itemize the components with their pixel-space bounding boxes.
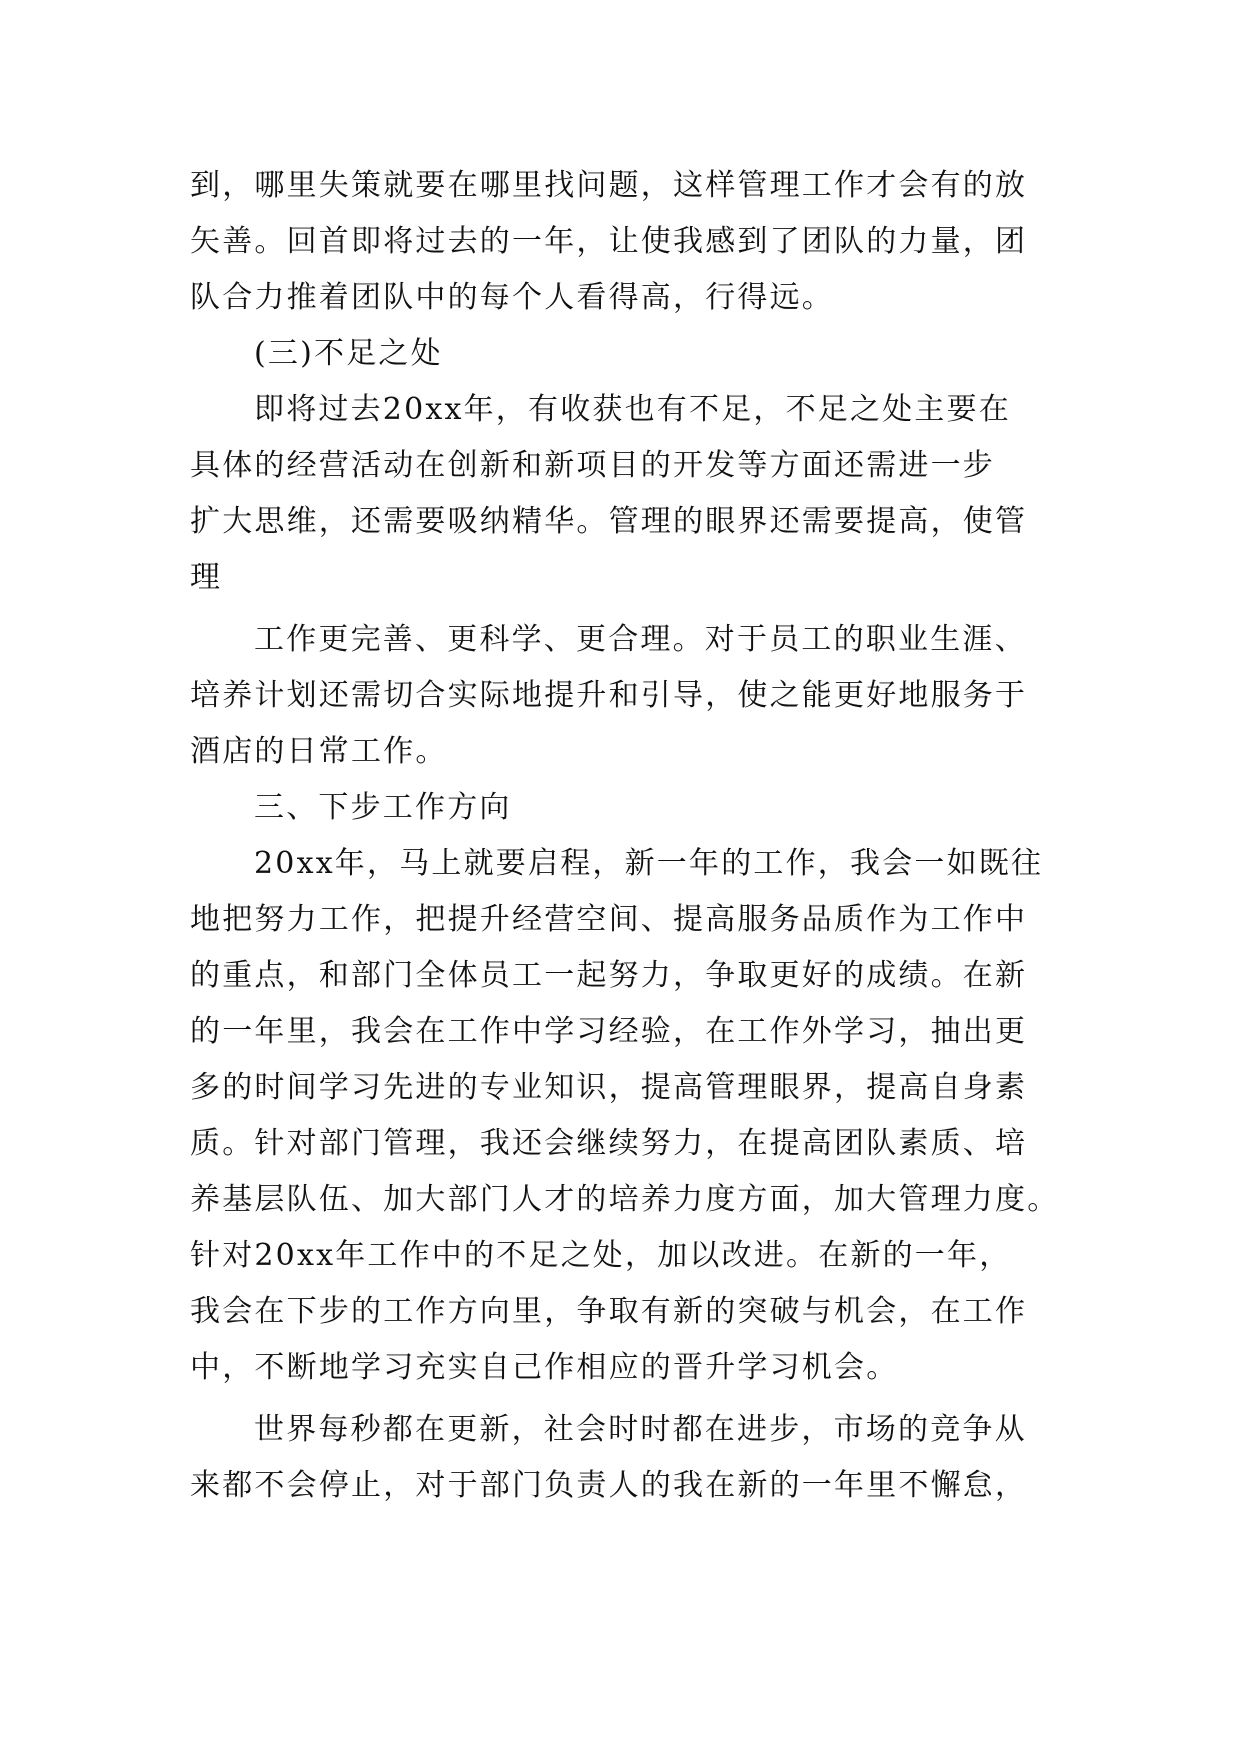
paragraph-line: 地把努力工作，把提升经营空间、提高服务品质作为工作中 — [190, 902, 1028, 937]
paragraph-line: 培养计划还需切合实际地提升和引导，使之能更好地服务于 — [190, 678, 1028, 713]
paragraph-line: 的一年里，我会在工作中学习经验，在工作外学习，抽出更 — [190, 1014, 1028, 1049]
paragraph-line: 队合力推着团队中的每个人看得高，行得远。 — [190, 280, 834, 315]
paragraph-line: 来都不会停止，对于部门负责人的我在新的一年里不懈怠， — [190, 1468, 1028, 1503]
paragraph-line: 扩大思维，还需要吸纳精华。管理的眼界还需要提高，使管 — [190, 504, 1028, 539]
paragraph-line: 质。针对部门管理，我还会继续努力，在提高团队素质、培 — [190, 1126, 1028, 1161]
paragraph-line: 酒店的日常工作。 — [190, 734, 448, 769]
paragraph-line: 的重点，和部门全体员工一起努力，争取更好的成绩。在新 — [190, 958, 1028, 993]
paragraph-line: 矢善。回首即将过去的一年，让使我感到了团队的力量，团 — [190, 224, 1028, 259]
paragraph-line: 工作更完善、更科学、更合理。对于员工的职业生涯、 — [254, 622, 1027, 657]
paragraph-line: 多的时间学习先进的专业知识，提高管理眼界，提高自身素 — [190, 1070, 1028, 1105]
paragraph-line: 即将过去20xx年，有收获也有不足，不足之处主要在 — [254, 392, 1012, 427]
paragraph-line: 我会在下步的工作方向里，争取有新的突破与机会，在工作 — [190, 1294, 1028, 1329]
paragraph-line: 20xx年，马上就要启程，新一年的工作，我会一如既往 — [254, 846, 1044, 881]
section-heading: 三、下步工作方向 — [254, 790, 512, 825]
paragraph-line: 理 — [190, 560, 223, 595]
paragraph-line: 养基层队伍、加大部门人才的培养力度方面，加大管理力度。 — [190, 1182, 1060, 1217]
section-heading: (三)不足之处 — [254, 336, 443, 371]
paragraph-line: 世界每秒都在更新，社会时时都在进步，市场的竞争从 — [254, 1412, 1027, 1447]
paragraph-line: 到，哪里失策就要在哪里找问题，这样管理工作才会有的放 — [190, 168, 1028, 203]
paragraph-line: 中，不断地学习充实自己作相应的晋升学习机会。 — [190, 1350, 899, 1385]
paragraph-line: 具体的经营活动在创新和新项目的开发等方面还需进一步 — [190, 448, 995, 483]
paragraph-line: 针对20xx年工作中的不足之处，加以改进。在新的一年， — [190, 1238, 1012, 1273]
